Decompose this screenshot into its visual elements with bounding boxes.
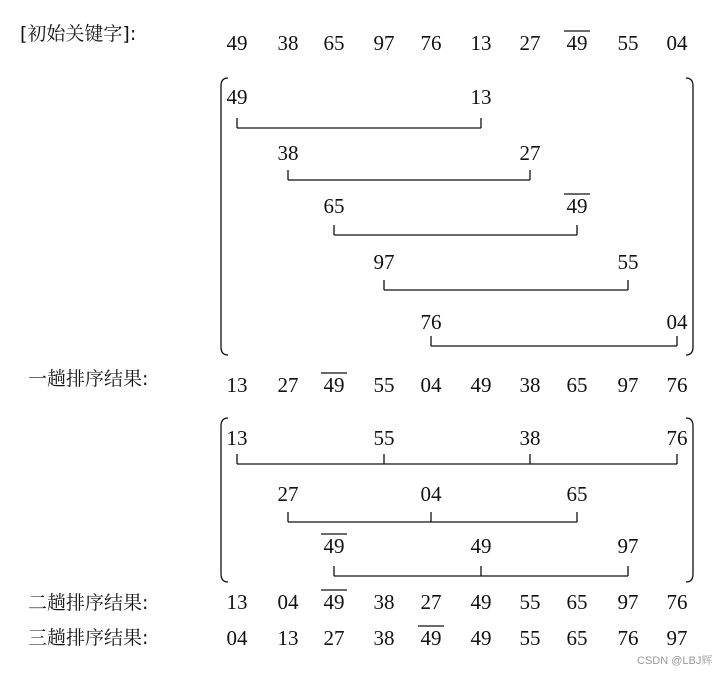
group — [278, 482, 588, 522]
key-value: 76 — [617, 626, 639, 650]
group — [227, 426, 688, 464]
key-value: 97 — [617, 373, 639, 397]
key-value: 49 — [226, 31, 248, 55]
key-value: 04 — [666, 31, 688, 55]
group — [321, 534, 639, 576]
key-value: 55 — [519, 590, 541, 614]
key-value: 49 — [323, 373, 345, 397]
key-value: 49 — [566, 31, 588, 55]
key-value: 13 — [226, 373, 248, 397]
key-value: 65 — [566, 626, 588, 650]
key-value: 97 — [666, 626, 688, 650]
group-value: 49 — [566, 194, 588, 218]
group-value: 27 — [519, 141, 541, 165]
key-value: 13 — [277, 626, 299, 650]
group-value: 27 — [277, 482, 299, 506]
key-value: 27 — [323, 626, 345, 650]
group-value: 55 — [373, 426, 395, 450]
group — [227, 85, 492, 128]
key-value: 27 — [277, 373, 299, 397]
key-value: 38 — [373, 626, 395, 650]
key-value: 65 — [323, 31, 345, 55]
key-value: 97 — [373, 31, 395, 55]
key-value: 76 — [666, 373, 688, 397]
group-value: 04 — [420, 482, 442, 506]
key-value: 04 — [420, 373, 442, 397]
group-value: 04 — [666, 310, 688, 334]
key-value: 49 — [470, 626, 492, 650]
group-value: 49 — [470, 534, 492, 558]
key-value: 27 — [420, 590, 442, 614]
sequence-pass2 — [227, 590, 688, 614]
group-value: 65 — [566, 482, 588, 506]
group — [324, 194, 591, 235]
label-pass-3: 三趟排序结果: — [28, 627, 149, 649]
key-value: 49 — [470, 590, 492, 614]
group-value: 38 — [519, 426, 541, 450]
group-value: 76 — [666, 426, 688, 450]
label-initial-keys: [初始关键字]: — [20, 23, 137, 45]
group-value: 13 — [226, 426, 248, 450]
key-value: 55 — [373, 373, 395, 397]
group-value: 49 — [323, 534, 345, 558]
key-value: 38 — [373, 590, 395, 614]
group-value: 76 — [420, 310, 442, 334]
group — [278, 141, 541, 180]
key-value: 04 — [277, 590, 299, 614]
key-value: 13 — [226, 590, 248, 614]
key-value: 55 — [519, 626, 541, 650]
key-value: 04 — [226, 626, 248, 650]
key-value: 49 — [470, 373, 492, 397]
key-value: 38 — [277, 31, 299, 55]
key-value: 55 — [617, 31, 639, 55]
group — [374, 250, 639, 290]
left-bracket — [221, 78, 228, 355]
group-value: 97 — [373, 250, 395, 274]
label-pass-1: 一趟排序结果: — [28, 368, 149, 390]
key-value: 13 — [470, 31, 492, 55]
key-value: 27 — [519, 31, 541, 55]
watermark: CSDN @LBJ辉 — [637, 655, 713, 667]
key-value: 76 — [420, 31, 442, 55]
group-value: 55 — [617, 250, 639, 274]
sequence-initial — [227, 31, 689, 55]
group-value: 49 — [226, 85, 248, 109]
pass2-groups — [221, 418, 693, 582]
group — [421, 310, 689, 346]
group-value: 97 — [617, 534, 639, 558]
key-value: 65 — [566, 590, 588, 614]
key-value: 97 — [617, 590, 639, 614]
sequence-pass1 — [227, 373, 688, 397]
pass1-groups — [221, 78, 693, 355]
key-value: 49 — [323, 590, 345, 614]
label-pass-2: 二趟排序结果: — [28, 592, 149, 614]
group-value: 13 — [470, 85, 492, 109]
sequence-pass3 — [227, 626, 688, 650]
group-value: 65 — [323, 194, 345, 218]
key-value: 76 — [666, 590, 688, 614]
group-value: 38 — [277, 141, 299, 165]
key-value: 38 — [519, 373, 541, 397]
key-value: 49 — [420, 626, 442, 650]
key-value: 65 — [566, 373, 588, 397]
